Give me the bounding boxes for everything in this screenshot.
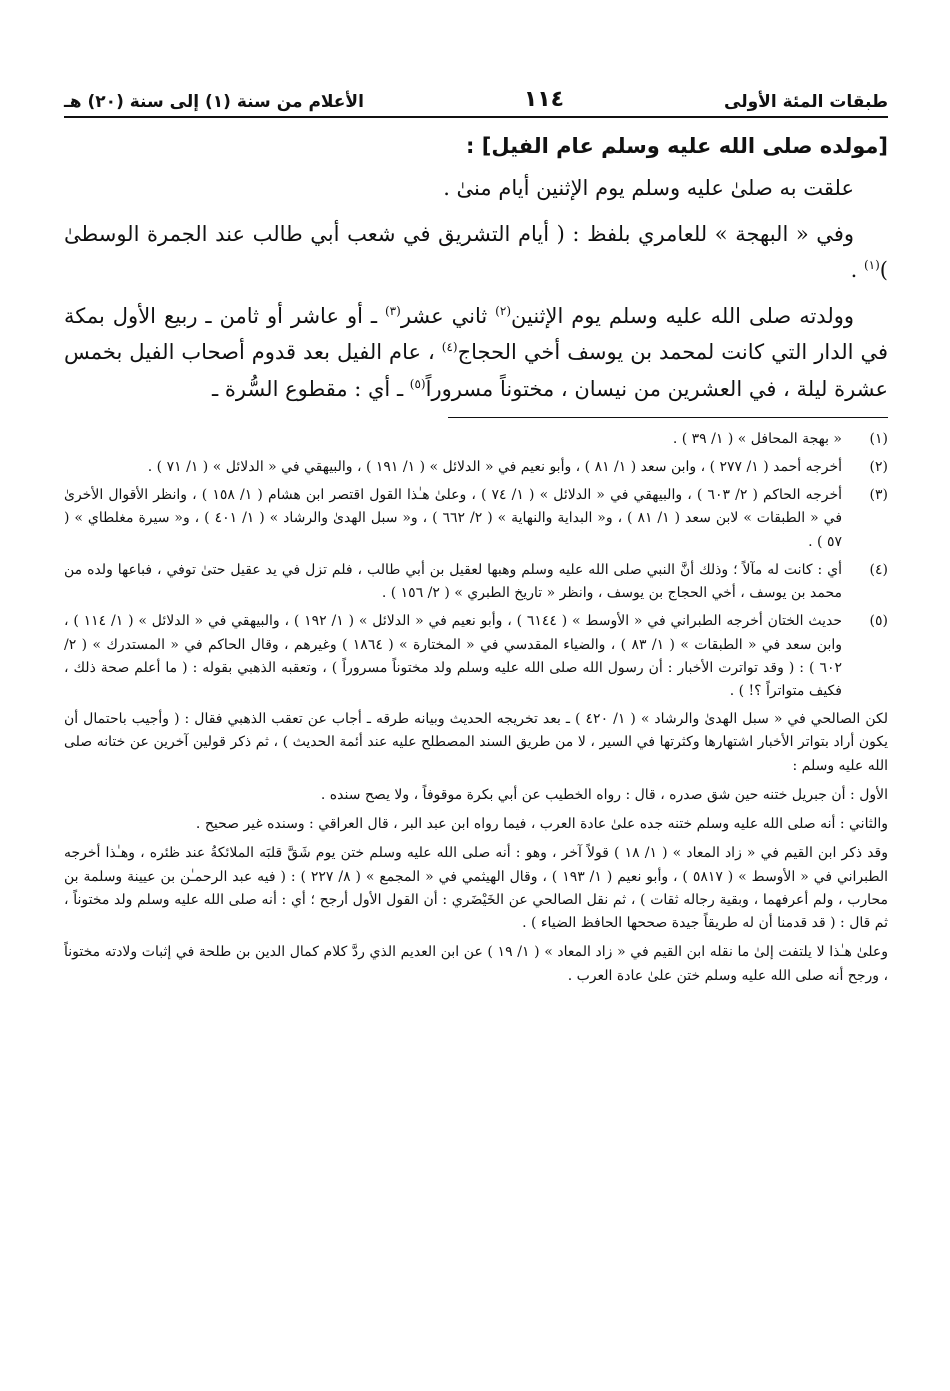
paragraph-3-text-e: ـ أي : مقطوع السُّرة ـ [212, 376, 410, 401]
footnote-ref-4[interactable]: (٤) [441, 340, 458, 355]
section-heading: [مولده صلى الله عليه وسلم عام الفيل] : [466, 134, 888, 158]
paragraph-2-text-b: . [850, 258, 864, 283]
note-paragraph: وعلىٰ هـٰذا لا يلتفت إلىٰ ما نقله ابن القيم في « زاد المعاد » ( ١/ ١٩ ) عن ابن العديم الذي ردَّ كلام كمال الدين بن طلحة في إثبات ولادته مختوناً ، ورجح أنه صلى الله عليه وسلم ختن علىٰ عادة العرب . [64, 944, 888, 984]
footnote-text: حديث الختان أخرجه الطبراني في « الأوسط » ( ٦١٤٤ ) ، وأبو نعيم في « الدلائل » ( ١/ ١٩٢ ) ، والبيهقي في « الدلائل » ( ١/ ١١٤ ) ، وابن سعد في « الطبقات » ( ١/ ٨٣ ) ، والضياء المقدسي في « المختارة » ( ١٨٦٤ ) وغيرهم ، وقال الحاكم في « المستدرك » ( ٢/ ٦٠٢ ) : ( وقد تواترت الأخبار : أن رسول الله صلى الله عليه وسلم ولد مختوناً مسروراً ) ، وتعقبه الذهبي بقوله : ( ما أعلم صحة ذلك ، فكيف متواتراً ؟! ) . [64, 613, 843, 699]
paragraph-2 [64, 216, 888, 288]
footnote-number: (١) [869, 430, 888, 447]
footnote-separator [448, 417, 888, 418]
paragraph-3-text-c: ـ أو عاشر أو ثامن ـ ربيع الأول بمكة في الدار التي كانت لمحمد بن يوسف أخي الحجاج [64, 304, 888, 365]
paragraph-2-text-a: وفي « البهجة » للعامري بلفظ : ( أيام التشريق في شعب أبي طالب عند الجمرة الوسطىٰ ) [64, 222, 888, 283]
footnotes [64, 428, 888, 704]
footnote-number: (٣) [869, 487, 888, 504]
running-header [64, 78, 888, 112]
footnote-number: (٥) [869, 613, 888, 630]
footnote [64, 610, 888, 703]
paragraph-3 [64, 298, 888, 406]
paragraph-3-text-a: وولدته صلى الله عليه وسلم يوم الإثنين [511, 304, 855, 329]
page-number: ١١٤ [523, 87, 565, 112]
footnote-ref-2[interactable]: (٢) [495, 304, 511, 319]
note-paragraph: والثاني : أنه صلى الله عليه وسلم ختنه جده علىٰ عادة العرب ، فيما رواه ابن عبد البر ، قال العراقي : وسنده غير صحيح . [195, 816, 888, 833]
footnote-number: (٤) [869, 561, 888, 578]
paragraph-3-text-d: ، عام الفيل بعد قدوم أصحاب الفيل بخمس عشرة ليلة ، في العشرين من نيسان ، مختوناً مسروراً [64, 340, 888, 401]
note-paragraph: الأول : أن جبريل ختنه حين شق صدره ، قال : رواه الخطيب عن أبي بكرة موقوفاً ، ولا يصح سنده . [320, 786, 888, 803]
paragraph-1: علقت به صلىٰ عليه وسلم يوم الإثنين أيام منىٰ . [443, 176, 854, 200]
footnote-number: (٢) [869, 458, 888, 475]
footnote-text: « بهجة المحافل » ( ١/ ٣٩ ) . [672, 430, 842, 447]
footnote [64, 456, 888, 479]
header-book-title: طبقات المئة الأولى [724, 92, 888, 112]
footnote-ref-3[interactable]: (٣) [384, 304, 401, 319]
footnote-text: أي : كانت له مآلاً ؛ وذلك أنَّ النبي صلى الله عليه وسلم وهبها لعقيل بن أبي طالب ، فلم تزل في يد عقيل حتىٰ توفي ، فباعها ولده من محمد بن يوسف ، أخي الحجاج بن يوسف ، وانظر « تاريخ الطبري » ( ٢/ ١٥٦ ) . [64, 561, 842, 602]
footnote-text: أخرجه الحاكم ( ٢/ ٦٠٣ ) ، والبيهقي في « الدلائل » ( ١/ ٧٤ ) ، وعلىٰ هـٰذا القول اقتصر ابن هشام ( ١/ ١٥٨ ) ، وانظر الأقوال الأخرىٰ في « الطبقات » لابن سعد ( ١/ ٨١ ) ، و« البداية والنهاية » ( ٢/ ٦٦٢ ) ، و« سبل الهدىٰ والرشاد » ( ١/ ٤٠١ ) ، و« سيرة مغلطاي » ( ٥٧ ) . [64, 487, 843, 550]
footnote-ref-5[interactable]: (٥) [409, 376, 426, 391]
footnote [64, 428, 888, 451]
paragraph-3-text-b: ثاني عشر [400, 304, 496, 329]
footnote-ref-1[interactable]: (١) [863, 258, 880, 273]
main-text [64, 170, 888, 407]
note-paragraph: وقد ذكر ابن القيم في « زاد المعاد » ( ١/ ١٨ ) قولاً آخر ، وهو : أنه صلى الله عليه وسلم ختن يوم شَقَّ قلبَه الملائكةُ عند ظئره ، وهـٰذا أخرجه الطبراني في « الأوسط » ( ٥٨١٧ ) ، وأبو نعيم ( ١/ ١٩٣ ) ، وقال الهيثمي في « المجمع » ( ٨/ ٢٢٧ ) : ( فيه عبد الرحمـٰن بن عيينة وسلمة بن محارب ، ولم أعرفهما ، وبقية رجاله ثقات ) ، ثم نقل الصالحي عن الخَيْضَري : أن القول الأول أرجح ؛ أي : أنه صلى الله عليه وسلم ولد مختوناً ، ثم قال : ( قد قدمنا أن له طريقاً جيدة صححها الحافظ الضياء ) . [64, 845, 889, 932]
footnote [64, 484, 888, 554]
note-paragraph: لكن الصالحي في « سبل الهدىٰ والرشاد » ( ١/ ٤٢٠ ) ـ بعد تخريجه الحديث وبيانه طرقه ـ أجاب عن تعقب الذهبي فقال : ( وأجيب باحتمال أن يكون أراد بتواتر الأخبار اشتهارها وكثرتها في السير ، لا من طريق السند المصطلح عليه عند أئمة الحديث ) ، ثم ذكر قولين آخرين عن ختانه صلى الله عليه وسلم : [64, 711, 888, 774]
header-rule [64, 116, 888, 118]
footnote-5-continuation [64, 708, 888, 988]
footnote-text: أخرجه أحمد ( ١/ ٢٧٧ ) ، وابن سعد ( ١/ ٨١ ) ، وأبو نعيم في « الدلائل » ( ١/ ١٩١ ) ، والبيهقي في « الدلائل » ( ١/ ٧١ ) . [147, 458, 842, 475]
footnote [64, 559, 888, 605]
header-section-title: الأعلام من سنة (١) إلى سنة (٢٠) هـ [64, 92, 364, 112]
